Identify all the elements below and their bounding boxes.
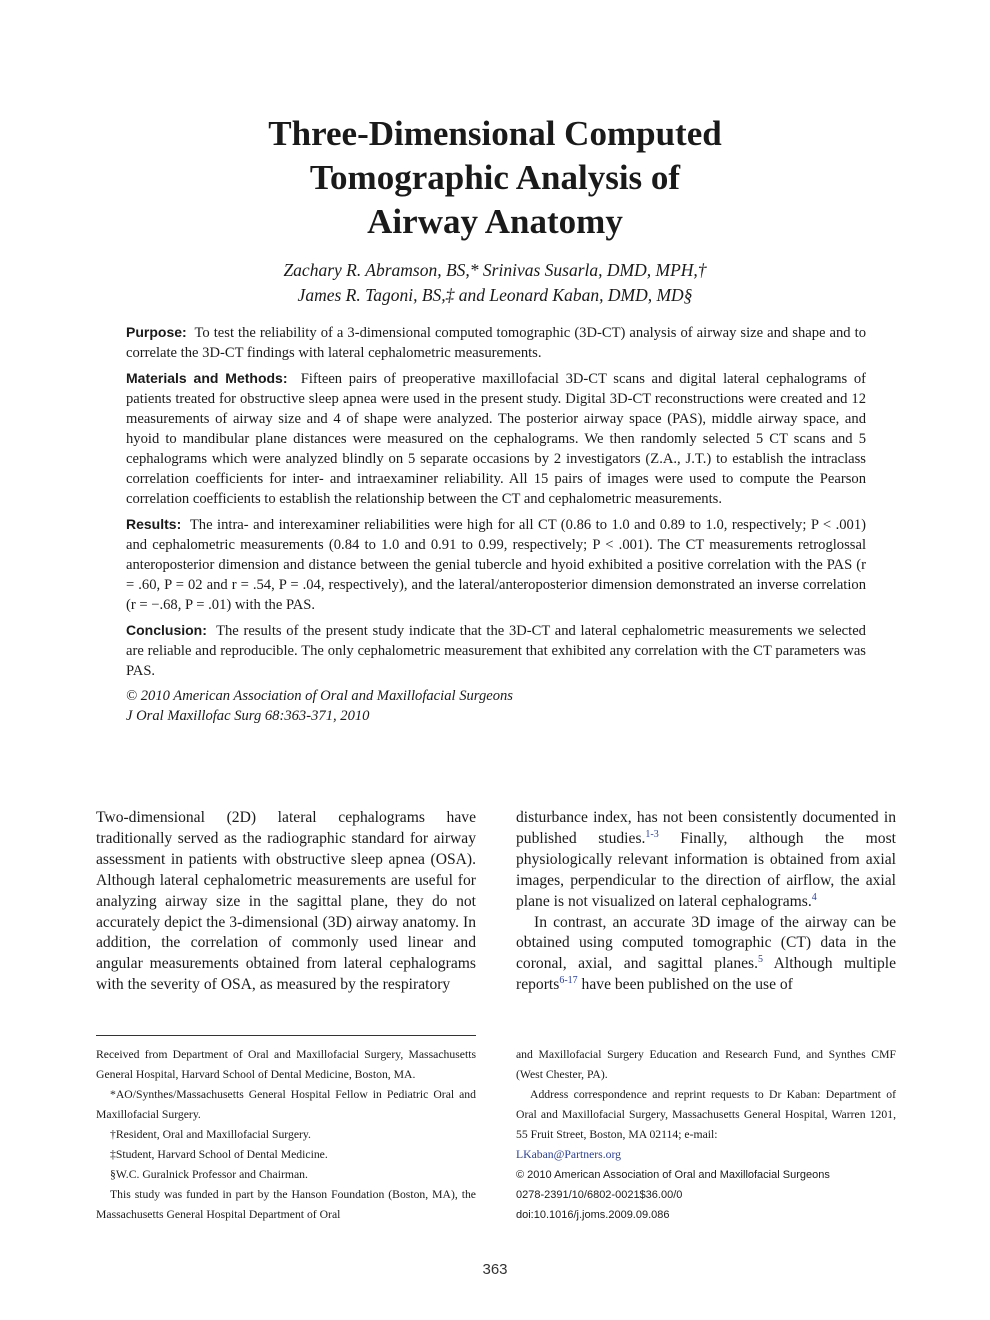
methods-text: Fifteen pairs of preoperative maxillofacial 3D-CT scans and digital lateral cephalograms of patients treated for obstructive sleep apnea were used in the present study. Digital 3D-CT reconstructions were created and 12 measurements of airway size and 4 of shape were analyzed. The posterior airway space (PAS), middle airway space, and hyoid to mandibular plane distances were measured on the cephalograms. We then randomly selected 5 CT scans and 5 cephalograms which were analyzed blindly on 5 separate occasions by 2 investigators (Z.A., J.T.) to establish the intraclass correlation coefficients for inter- and intraexaminer reliability. All 15 pairs of images were used to compute the Pearson correlation coefficients to establish the relationship between the CT and cephalometric measurements. [126,371,866,507]
title-line: Airway Anatomy [367,202,623,241]
article-title [95,112,895,244]
reference-link[interactable]: 4 [811,891,817,903]
conclusion-label: Conclusion: [126,622,207,638]
body-column-left [96,808,476,996]
body-paragraph [516,913,896,997]
abstract-conclusion [126,620,866,681]
footnote-received: Received from Department of Oral and Maxillofacial Surgery, Massachusetts General Hospital, Harvard School of Dental Medicine, Boston, MA. [96,1048,476,1081]
purpose-text: To test the reliability of a 3-dimensional computed tomographic (3D-CT) analysis of airway size and shape and to correlate the 3D-CT findings with lateral cephalometric measurements. [126,325,866,361]
footnote-section: §W.C. Guralnick Professor and Chairman. [110,1168,308,1181]
footnote-email-line [516,1145,896,1165]
footnote-double-dagger: ‡Student, Harvard School of Dental Medicine. [110,1148,328,1161]
purpose-label: Purpose: [126,324,187,340]
conclusion-text: The results of the present study indicate that the 3D-CT and lateral cephalometric measurements we selected are reliable and reproducible. The only cephalometric measurement that exhibited any correlation with the CT parameters was PAS. [126,623,866,679]
title-line: Tomographic Analysis of [309,158,681,197]
body-text: have been published on the use of [577,976,793,994]
footnote-copyright: © 2010 American Association of Oral and Maxillofacial Surgeons [516,1169,830,1181]
body-text: disturbance index, has not been consistently documented in published studies. [516,809,896,847]
methods-label: Materials and Methods: [126,370,288,386]
title-line: Three-Dimensional Computed [268,114,722,153]
footnote-address: Address correspondence and reprint requests to Dr Kaban: Department of Oral and Maxillofacial Surgery, Massachusetts General Hospital, Warren 1201, 55 Fruit Street, Boston, MA 02114; e-mail: [516,1088,896,1141]
body-column-right [516,808,896,996]
body-text: Although multiple reports [516,955,896,994]
abstract [126,322,866,726]
journal-citation: J Oral Maxillofac Surg 68:363-371, 2010 [126,708,370,724]
abstract-copyright: © 2010 American Association of Oral and Maxillofacial Surgeons [126,688,513,704]
footnote-star: *AO/Synthes/Massachusetts General Hospital Fellow in Pediatric Oral and Maxillofacial Surgery. [96,1088,476,1121]
abstract-purpose [126,322,866,363]
email-link[interactable]: LKaban@Partners.org [516,1148,621,1161]
footnotes-left [96,1045,476,1225]
reference-link[interactable]: 6-17 [559,975,578,987]
footnote-funding: This study was funded in part by the Hanson Foundation (Boston, MA), the Massachusetts General Hospital Department of Oral [96,1188,476,1221]
footnotes-right [516,1045,896,1225]
results-label: Results: [126,516,182,532]
footnote-doi[interactable]: doi:10.1016/j.joms.2009.09.086 [516,1209,670,1221]
results-text: The intra- and interexaminer reliabilities were high for all CT (0.86 to 1.0 and 0.89 to 1.0, respectively; P < .001) and cephalometric measurements (0.84 to 1.0 and 0.91 to 0.99, respectively; P < .001). The CT measurements retroglossal anteroposterior dimension and distance between the genial tubercle and hyoid exhibited a positive correlation with the PAS (r = .60, P = 02 and r = .54, P = .04, respectively), and the lateral/anteroposterior dimension demonstrated an inverse correlation (r = −.68, P = .01) with the PAS. [126,517,866,613]
footnote-funding-continued: and Maxillofacial Surgery Education and Research Fund, and Synthes CMF (West Chester, PA). [516,1048,896,1081]
reference-link[interactable]: 1-3 [645,828,659,840]
body-paragraph: Two-dimensional (2D) lateral cephalograms have traditionally served as the radiographic standard for airway assessment in patients with obstructive sleep apnea (OSA). Although lateral cephalometric measurements are useful for analyzing airway size in the sagittal plane, they do not accurately depict the 3-dimensional (3D) airway anatomy. In addition, the correlation of commonly used linear and angular measurements obtained from lateral cephalograms with the severity of OSA, as measured by the respiratory [96,809,476,994]
body-text: Finally, although the most physiologically relevant information is obtained from axial images, perpendicular to the direction of airflow, the axial plane is not visualized on lateral cephalograms. [516,829,896,910]
footnote-dagger: †Resident, Oral and Maxillofacial Surgery. [110,1128,311,1141]
reference-link[interactable]: 5 [758,954,764,966]
body-paragraph [516,808,896,913]
footnote-divider [96,1035,476,1036]
abstract-results [126,514,866,615]
footnote-issn: 0278-2391/10/6802-0021$36.00/0 [516,1189,683,1201]
body-text: In contrast, an accurate 3D image of the airway can be obtained using computed tomographic (CT) data in the coronal, axial, and sagittal planes. [516,913,896,973]
page-number: 363 [482,1261,508,1278]
author-list [95,258,895,308]
author-line: James R. Tagoni, BS,‡ and Leonard Kaban, DMD, MD§ [297,285,693,305]
abstract-methods [126,368,866,509]
author-line: Zachary R. Abramson, BS,* Srinivas Susarla, DMD, MPH,† [283,260,707,280]
